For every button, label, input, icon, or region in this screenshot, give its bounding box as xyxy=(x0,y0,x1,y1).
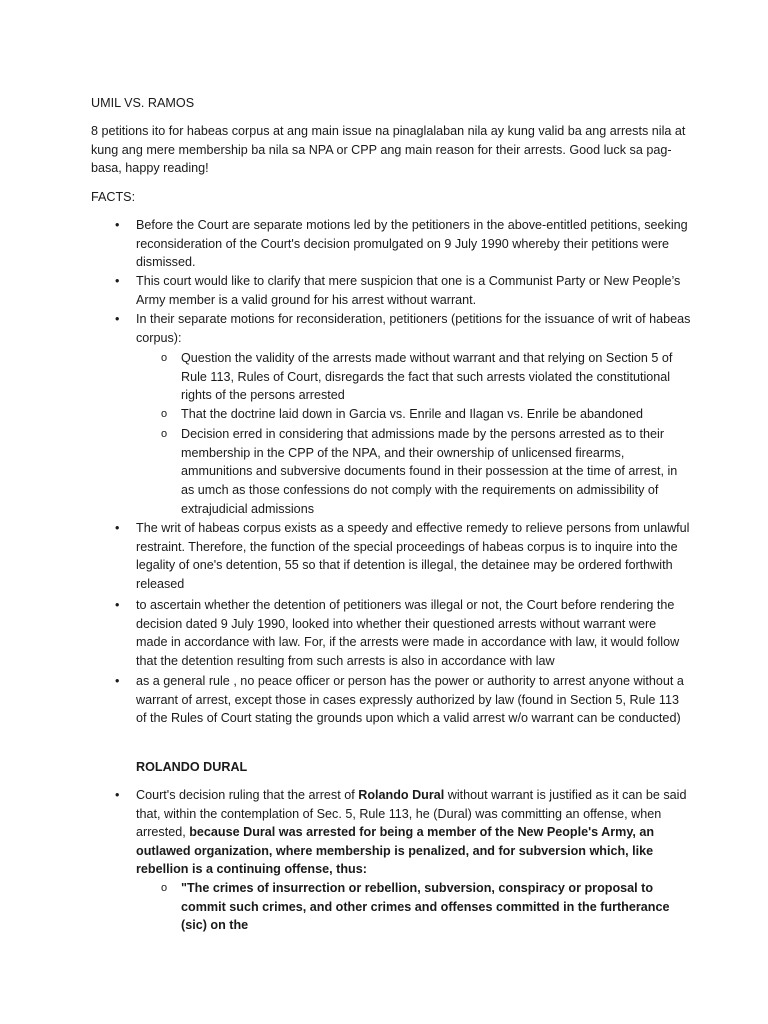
dural-text-c: without warrant is justified as it can be said that, within the contemplation of Sec. 5, Rule 113, he (Dural) was committing an offense, when arrested, xyxy=(136,788,687,840)
list-item xyxy=(91,310,691,517)
bullet-icon: • xyxy=(115,312,120,326)
list-item xyxy=(91,216,691,272)
facts-list xyxy=(91,216,691,728)
list-item xyxy=(91,596,691,672)
subitem-text: That the doctrine laid down in Garcia vs. Enrile and Ilagan vs. Enrile be abandoned xyxy=(181,407,644,422)
sub-bullet-icon: o xyxy=(161,428,168,441)
list-item xyxy=(91,786,691,935)
bullet-icon: • xyxy=(115,274,120,288)
bullet-icon: • xyxy=(115,598,120,613)
dural-list xyxy=(91,786,691,935)
list-item xyxy=(91,519,691,596)
fact-text: This court would like to clarify that mere suspicion that one is a Communist Party or New People’s Army member is a valid ground for his arrest without warrant. xyxy=(136,274,681,307)
quote-text: "The crimes of insurrection or rebellion, subversion, conspiracy or proposal to commit such crimes, and other crimes and offenses committed in the furtherance (sic) on the xyxy=(181,880,670,933)
facts-heading: FACTS: xyxy=(91,190,136,204)
list-item xyxy=(136,879,691,935)
bullet-icon: • xyxy=(115,674,120,689)
motion-sublist xyxy=(136,349,691,517)
subitem-text: Decision erred in considering that admissions made by the persons arrested as to their membership in the CPP of the NPA, and their ownership of unlicensed firearms, ammunitions and subversive documents found in their possession at the time of arrest, in as umch as those confessions do not comply with the requirements on admissibility of extrajudicial admissions xyxy=(181,427,678,516)
list-item xyxy=(91,672,691,728)
intro-paragraph: 8 petitions ito for habeas corpus at ang main issue na pinaglalaban nila ay kung valid ba ang arrests nila at kung ang mere membership ba nila sa NPA or CPP ang main reason for their arrests. Good luck sa pag-basa, happy reading! xyxy=(91,124,686,176)
list-item xyxy=(91,272,691,310)
list-item xyxy=(136,349,691,405)
bullet-icon: • xyxy=(115,788,120,802)
fact-text: to ascertain whether the detention of petitioners was illegal or not, the Court before rendering the decision dated 9 July 1990, looked into whether their questioned arrests without warrant were made in accordance with law. For, if the arrests were made in accordance with law, it would follow that the detention resulting from such arrests is also in accordance with law xyxy=(136,598,680,668)
dural-sublist xyxy=(136,879,691,935)
sub-bullet-icon: o xyxy=(161,408,168,421)
document-title: UMIL VS. RAMOS xyxy=(91,96,195,110)
bullet-icon: • xyxy=(115,521,120,536)
list-item xyxy=(136,405,691,425)
sub-bullet-icon: o xyxy=(161,881,168,894)
dural-name: Rolando Dural xyxy=(358,788,445,802)
fact-text: The writ of habeas corpus exists as a speedy and effective remedy to relieve persons from unlawful restraint. Therefore, the function of the special proceedings of habeas corpus is to inquire into the legality of one's detention, 55 so that if detention is illegal, the detainee may be ordered forthwith released xyxy=(136,521,690,591)
fact-text: Before the Court are separate motions led by the petitioners in the above-entitled petitions, seeking reconsideration of the Court's decision promulgated on 9 July 1990 whereby their petitions were dismissed. xyxy=(136,218,688,270)
list-item xyxy=(136,425,691,517)
dural-text-a: Court's decision ruling that the arrest of xyxy=(136,788,359,802)
sub-bullet-icon: o xyxy=(161,352,168,365)
subitem-text: Question the validity of the arrests made without warrant and that relying on Section 5 of Rule 113, Rules of Court, disregards the fact that such arrests violated the constitutional rights of the persons arrested xyxy=(181,351,673,403)
section-heading: ROLANDO DURAL xyxy=(136,760,248,774)
dural-text-bold: because Dural was arrested for being a member of the New People's Army, an outlawed organization, where membership is penalized, and for subversion which, like rebellion is a continuing offense, thus: xyxy=(136,825,655,877)
fact-text: In their separate motions for reconsideration, petitioners (petitions for the issuance of writ of habeas corpus): xyxy=(136,312,691,345)
bullet-icon: • xyxy=(115,218,120,232)
fact-text: as a general rule , no peace officer or person has the power or authority to arrest anyone without a warrant of arrest, except those in cases expressly authorized by law (found in Section 5, Rule 113 of the Rules of Court stating the grounds upon which a valid arrest w/o warrant can be conducted) xyxy=(136,674,684,726)
